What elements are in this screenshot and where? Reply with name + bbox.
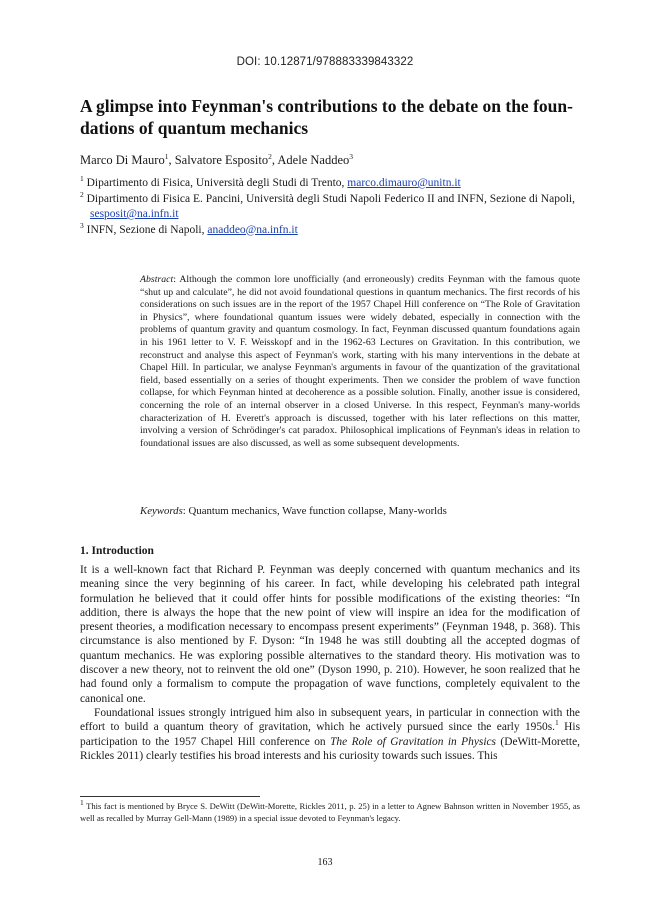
conference-title: The Role of Gravitation in Physics <box>330 735 496 748</box>
author-affil-ref: 3 <box>349 151 354 161</box>
section-heading: 1. Introduction <box>80 545 154 557</box>
paper-title: A glimpse into Feynman's contributions to the debate on the foun-dations of quantum mechanics <box>80 96 573 138</box>
affiliation-text: Dipartimento di Fisica E. Pancini, Università degli Studi Napoli Federico II and INFN, Sezione di Napoli, <box>86 192 575 205</box>
author-name: Salvatore Esposito <box>174 153 269 167</box>
affiliation-number: 3 <box>80 220 84 230</box>
footnote-divider <box>80 796 260 797</box>
keywords-label: Keywords <box>140 505 183 517</box>
email-link[interactable]: marco.dimauro@unitn.it <box>347 177 461 189</box>
paragraph-text: Foundational issues strongly intrigued him also in subsequent years, in particular in connection with the effort to build a quantum theory of gravitation, which he actively pursued since the early 1950s. <box>80 706 580 734</box>
affiliation <box>80 176 580 192</box>
affiliation-text: Dipartimento di Fisica, Università degli Studi di Trento, <box>86 177 345 189</box>
affiliation <box>80 189 580 223</box>
paragraph: It is a well-known fact that Richard P. Feynman was deeply concerned with quantum mechanics and its meaning since the very beginning of his career. In fact, while developing his celebrated path integral formulation he believed that it could offer hints for possible modifications of the existing theories: “In addition, there is always the hope that the new point of view will inspire an idea for the modification of present theories, a modification necessary to encompass present experiments” (Feynman 1948, p. 368). This circumstance is also mentioned by F. Dyson: “In 1948 he was still doubting all the accepted dogmas of quantum mechanics. He was exploring possible alternatives to the standard theory. His motivation was to discover a new theory, not to reinvent the old one” (Dyson 1990, p. 210). However, he soon realized that he had found only a formalism to compute the propagation of wave functions, completely equivalent to the canonical one. <box>80 564 580 705</box>
affiliation-number: 1 <box>80 174 84 184</box>
paragraph <box>80 706 580 763</box>
footnote-number: 1 <box>80 798 84 808</box>
paragraph-text: (DeWitt-Morette, Rickles 2011) clearly testifies his broad interests and his curiosity towards such issues. This <box>80 735 580 762</box>
paragraph-text: His participation to the 1957 Chapel Hill conference on <box>80 721 580 748</box>
author-affil-ref: 1 <box>164 151 169 161</box>
author-affil-ref: 2 <box>268 151 272 161</box>
author-name: Marco Di Mauro <box>80 153 165 167</box>
doi-header: DOI: 10.12871/978883339843322 <box>236 56 414 68</box>
footnote <box>80 798 580 824</box>
keywords-text: Quantum mechanics, Wave function collapse, Many-worlds <box>188 505 447 517</box>
section-body <box>80 563 580 763</box>
email-link[interactable]: anaddeo@na.infn.it <box>207 223 298 236</box>
author-list: Marco Di Mauro$^1$, Salvatore Esposito$^2$, Adele Naddeo$^3$ <box>80 151 354 167</box>
abstract: Abstract: Although the common lore unofficially (and erroneously) credits Feynman with the famous quote “shut up and calculate”, he did not avoid foundational questions in quantum mechanics. The first records of his considerations on such issues are in the report of the 1957 Chapel Hill conference on “The Role of Gravitation in Physics”, where foundational quantum issues were widely debated, especially in connection with the problems of quantum gravity and quantum cosmology. In fact, Feynman discussed quantum foundations again in his 1961 letter to V. F. Weisskopf and in the 1962-63 Lectures on Gravitation. In this contribution, we reconstruct and analyse this aspect of Feynman's work, starting with his many interventions in the debate at Chapel Hill. In particular, we analyse Feynman's arguments in favour of the quantization of the gravitational field, based essentially on a series of thought experiments. Then we consider the problem of wave function collapse, for which Feynman hinted at decoherence as a possible solution. Finally, another issue is considered, concerning the role of an internal observer in a closed Universe. In this respect, Feynman's many-worlds characterization of H. Everett's approach is discussed, together with his later reflections on this matter, involving a version of Schrödinger's cat paradox. Philosophical implications of Feynman's ideas in relation to foundational issues are also discussed, as well as some subsequent developments. <box>140 274 580 449</box>
affiliation-list <box>80 176 580 238</box>
footnote-text: This fact is mentioned by Bryce S. DeWitt (DeWitt-Morette, Rickles 2011, p. 25) in a letter to Agnew Bahnson written in November 1955, as well as recalled by Murray Gell-Mann (1989) in a special issue devoted to Feynman's legacy. <box>80 801 580 823</box>
abstract-label: Abstract <box>140 274 174 285</box>
page-number: 163 <box>317 857 333 868</box>
affiliation-text: INFN, Sezione di Napoli, <box>86 223 205 236</box>
keywords: Keywords: Quantum mechanics, Wave function collapse, Many-worlds <box>140 505 447 517</box>
affiliation <box>80 220 580 239</box>
author-name: Adele Naddeo <box>277 153 350 167</box>
affiliation-number: 2 <box>80 189 84 199</box>
footnote-ref[interactable]: 1 <box>555 718 559 728</box>
email-link[interactable]: sesposit@na.infn.it <box>90 208 179 220</box>
abstract-text: Although the common lore unofficially (and erroneously) credits Feynman with the famous quote “shut up and calculate”, he did not avoid foundational questions in quantum mechanics. The first records of his considerations on such issues are in the report of the 1957 Chapel Hill conference on “The Role of Gravitation in Physics”, where foundational quantum issues were widely debated, especially in connection with the problems of quantum gravity and quantum cosmology. In fact, Feynman discussed quantum foundations again in his 1961 letter to V. F. Weisskopf and in the 1962-63 Lectures on Gravitation. In this contribution, we reconstruct and analyse this aspect of Feynman's work, starting with his many interventions in the debate at Chapel Hill. In particular, we analyse Feynman's arguments in favour of the quantization of the gravitational field, based essentially on a series of thought experiments. Then we consider the problem of wave function collapse, for which Feynman hinted at decoherence as a possible solution. Finally, another issue is considered, concerning the role of an internal observer in a closed Universe. In this respect, Feynman's many-worlds characterization of H. Everett's approach is discussed, together with his later reflections on this matter, involving a version of Schrödinger's cat paradox. Philosophical implications of Feynman's ideas in relation to foundational issues are also discussed, as well as some subsequent developments. <box>140 274 580 449</box>
